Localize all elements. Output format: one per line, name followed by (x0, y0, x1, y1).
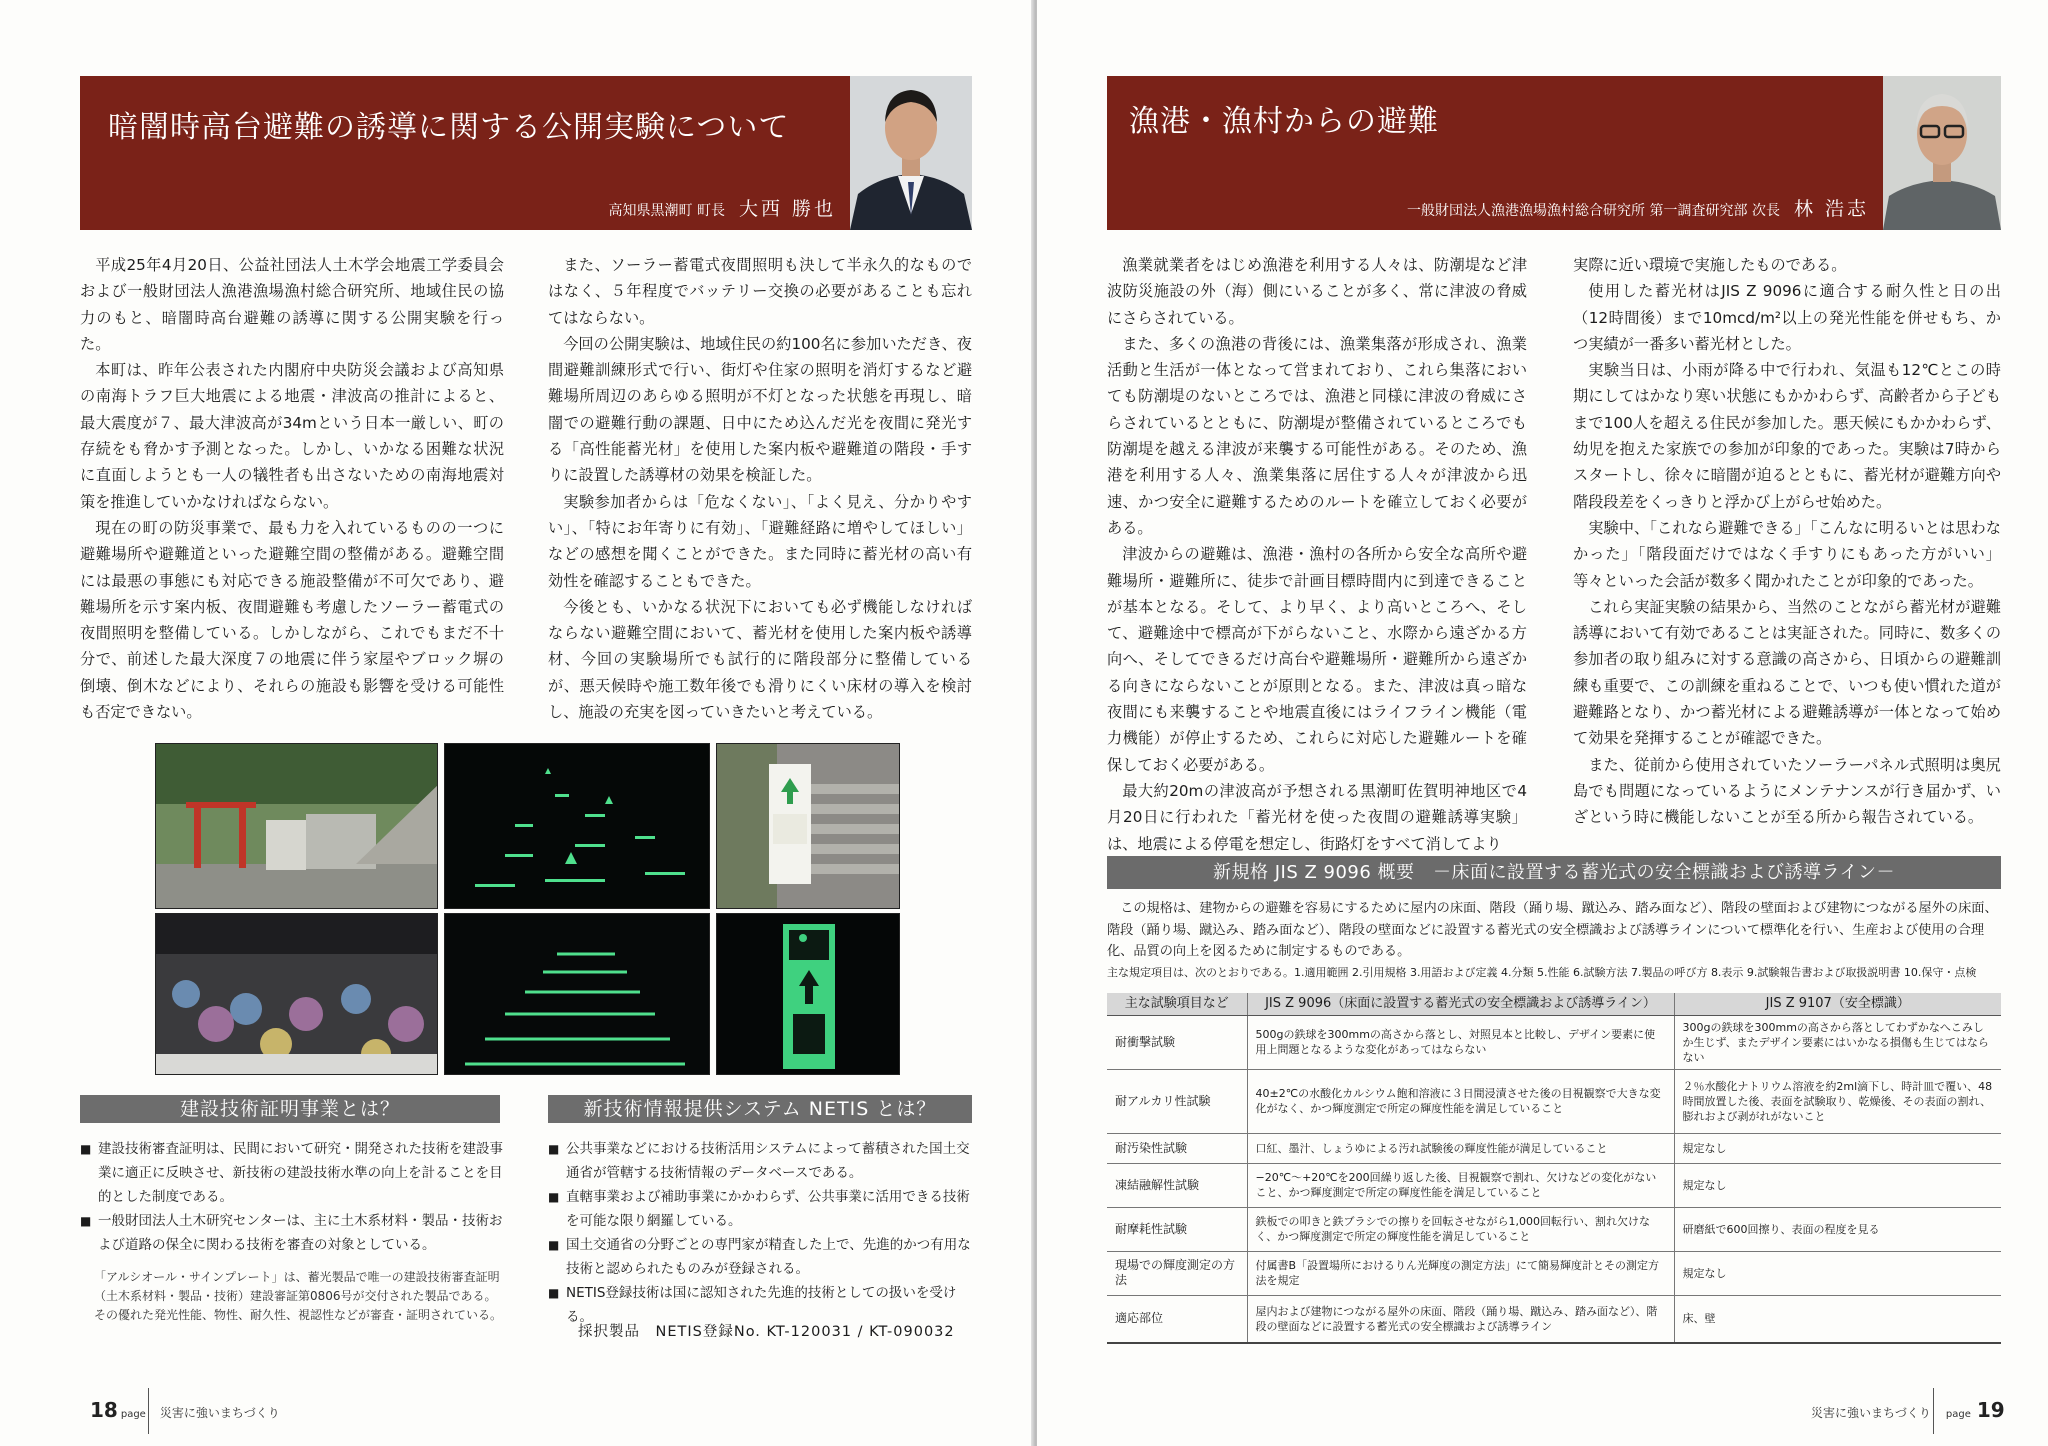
paragraph: 津波からの避難は、漁港・漁村の各所から安全な高所や避難場所・避難所に、徒歩で計画目標時間内に到達できることが基本となる。そして、より早く、より高いところへ、そして、避難途中で標高が下がらないこと、水際から遠ざかる方向へ、そしてできるだけ高台や避難場所・避難所から遠ざかる向きにならないことが原則となる。また、津波は真っ暗な夜間にも来襲することや地震直後にはライフライン機能（電力機能）が停止するため、これらに対応した避難ルートを確保しておく必要がある。 (1107, 545, 1527, 774)
jis-standard-items: 主な規定項目は、次のとおりである。1.適用範囲 2.引用規格 3.用語および定義 4.分類 5.性能 6.試験方法 7.製品の呼び方 8.表示 9.試験報告書および取扱説明書 10.保守・点検 (1107, 966, 1977, 979)
paragraph: また、ソーラー蓄電式夜間照明も決して半永久的なものではなく、５年程度でバッテリー交換の必要があることも忘れてはならない。 (548, 256, 972, 327)
table-row (1107, 1163, 2001, 1207)
paragraph: 漁業就業者をはじめ漁港を利用する人々は、防潮堤など津波防災施設の外（海）側にいることが多く、常に津波の脅威にさらされている。 (1107, 256, 1527, 327)
paragraph: 本町は、昨年公表された内閣府中央防災会議および高知県の南海トラフ巨大地震による地震・津波高の推計によると、最大震度が７、最大津波高が34mという日本一厳しい、町の存続をも脅かす予測となった。しかし、いかなる困難な状況に直面しようとも一人の犠牲者も出さないための南海地震対策を推進していかなければならない。 (80, 361, 504, 511)
list-item: ■ 直轄事業および補助事業にかかわらず、公共事業に活用できる技術を可能な限り網羅している。 (548, 1185, 976, 1233)
table-row (1107, 1133, 2001, 1163)
paragraph: 実験参加者からは「危なくない」、「よく見え、分かりやすい」、「特にお年寄りに有効」、「避難経路に増やしてほしい」などの感想を聞くことができた。また同時に蓄光材の高い有効性を確認することもできた。 (548, 492, 972, 590)
photo-residents-gathering (155, 913, 438, 1075)
table-cell: 規定なし (1674, 1133, 2001, 1163)
list-item: ■ 国土交通省の分野ごとの専門家が精査した上で、先進的かつ有用な技術と認められたものみが登録される。 (548, 1233, 976, 1281)
table-cell: −20℃～+20℃を200回繰り返した後、目視観察で割れ、欠けなどの変化がないこと、かつ輝度測定で所定の輝度性能を満足していること (1247, 1163, 1674, 1207)
list-item: ■ 建設技術審査証明は、民間において研究・開発された技術を建設事業に適正に反映させ、新技術の建設技術水準の向上を計ることを目的とした制度である。 (80, 1137, 504, 1209)
footer-left (90, 1398, 280, 1422)
page-number-right: 19 (1976, 1398, 2005, 1422)
jis-comparison-table (1107, 993, 2001, 1344)
table-row (1107, 1207, 2001, 1251)
paragraph: 今後とも、いかなる状況下においても必ず機能しなければならない避難空間において、蓄光材を使用した案内板や誘導材、今回の実験場所でも試行的に階段部分に整備しているが、悪天候時や施工数年後でも滑りにくい床材の導入を検討し、施設の充実を図っていきたいと考えている。 (548, 597, 972, 722)
netis-product-number: 採択製品 NETIS登録No. KT-120031 / KT-090032 (578, 1324, 955, 1340)
paragraph: また、多くの漁港の背後には、漁業集落が形成され、漁業活動と生活が一体となって営まれており、これら集落においても防潮堤のないところでは、漁港と同様に津波の脅威にさらされているとともに、防潮堤が整備されているところでも防潮堤を越える津波が来襲する可能性がある。そのため、漁港を利用する人々、漁業集落に居住する人々が津波から迅速、かつ安全に避難するためのルートを確立しておく必要がある。 (1107, 334, 1527, 537)
paragraph: この規格は、建物からの避難を容易にするために屋内の床面、階段（踊り場、蹴込み、踏み面など）、階段の壁面および建物につながる屋外の床面、階段（踊り場、蹴込み、踏み面など）、階段の壁面などに設置する蓄光式の安全標識および誘導ラインについて標準化を行い、生産および使用の合理化、品質の向上を図るために制定するものである。 (1107, 901, 1998, 959)
photo-night-glowing-stairs (444, 913, 710, 1075)
table-cell-test-item: 耐摩耗性試験 (1107, 1207, 1247, 1251)
paragraph: 使用した蓄光材はJIS Z 9096に適合する耐久性と日の出（12時間後）まで10mcd/m²以上の発光性能を併せもち、かつ実績が一番多い蓄光材とした。 (1573, 282, 2001, 353)
table-cell: 床、壁 (1674, 1295, 2001, 1343)
article-title-left: 暗闇時高台避難の誘導に関する公開実験について (108, 110, 790, 145)
paragraph: 最大約20mの津波高が予想される黒潮町佐賀明神地区で4月20日に行われた「蓄光材を使った夜間の避難誘導実験」は、地震による停電を想定し、街路灯をすべて消してより (1107, 781, 1527, 853)
product-certification-note: 「アルシオール・サインプレート」は、蓄光製品で唯一の建設技術審査証明（土木系材料・製品・技術）建設審証第0806号が交付された製品である。その優れた発光性能、物性、耐久性、視認性などが審査・証明されている。 (94, 1270, 503, 1322)
footer-divider-left (148, 1388, 149, 1434)
byline-org-left: 高知県黒潮町 町長 (608, 203, 725, 219)
table-cell: 付属書B「設置場所におけるりん光輝度の測定方法」にて簡易輝度計とその測定方法を規定 (1247, 1251, 1674, 1295)
author-portrait-left (850, 76, 972, 230)
author-portrait-right (1883, 76, 2001, 230)
table-header: 主な試験項目など (1107, 993, 1247, 1015)
jis-standard-heading: 新規格 JIS Z 9096 概要 －床面に設置する蓄光式の安全標識および誘導ライン－ (1107, 856, 2001, 889)
byline-left (609, 194, 837, 221)
paragraph: 実験当日は、小雨が降る中で行われ、気温も12℃とこの時期にしてはかなり寒い状態にもかかわらず、高齢者から子どもまで100人を超える住民が参加した。悪天候にもかかわらず、幼児を抱えた家族での参加が印象的であった。実験は7時からスタートし、徐々に暗闇が迫るとともに、蓄光材が避難方向や階段段差をくっきりと浮かび上がらせ始めた。 (1573, 361, 2001, 511)
list-item: ■ 公共事業などにおける技術活用システムによって蓄積された国土交通省が管轄する技術情報のデータベースである。 (548, 1137, 976, 1185)
table-header: JIS Z 9096（床面に設置する蓄光式の安全標識および誘導ライン） (1247, 993, 1674, 1015)
table-cell: 規定なし (1674, 1251, 2001, 1295)
table-row (1107, 1069, 2001, 1133)
table-cell: 300gの鉄球を300mmの高さから落としてわずかなへこみしか生じず、またデザイン要素にはいかなる損傷も生じてはならない (1674, 1015, 2001, 1069)
article-column-1-left (80, 252, 504, 725)
table-row (1107, 1295, 2001, 1343)
list-item: ■ 一般財団法人土木研究センターは、主に土木系材料・製品・技術および道路の保全に関わる技術を審査の対象としている。 (80, 1209, 504, 1257)
magazine-title-left: 災害に強いまちづくり (159, 1406, 280, 1420)
photo-night-glowing-path (444, 743, 710, 909)
paragraph: また、従前から使用されていたソーラーパネル式照明は奥尻島でも問題になっているようにメンテナンスが行き届かず、いざという時に機能しないことが至る所から報告されている。 (1573, 755, 2001, 827)
page-number-left: 18 (90, 1398, 118, 1422)
byline-org-right: 一般財団法人漁港漁場漁村総合研究所 第一調査研究部 次長 (1407, 203, 1780, 219)
paragraph: 現在の町の防災事業で、最も力を入れているものの一つに避難場所や避難道といった避難空間の整備がある。避難空間には最悪の事態にも対応できる施設整備が不可欠であり、避難場所を示す案内板、夜間避難も考慮したソーラー蓄電式の夜間照明を整備している。しかしながら、これでもまだ不十分で、前述した最大深度７の地震に伴う家屋やブロック塀の倒壊、倒木などにより、それらの施設も影響を受ける可能性も否定できない。 (80, 518, 505, 722)
table-cell: 40±2℃の水酸化カルシウム飽和溶液に３日間浸漬させた後の目視観察で大きな変化がなく、かつ輝度測定で所定の輝度性能を満足していること (1247, 1069, 1674, 1133)
paragraph: 今回の公開実験は、地域住民の約100名に参加いただき、夜間避難訓練形式で行い、街灯や住家の照明を消灯するなど避難場所周辺のあらゆる照明が不灯となった状態を再現し、暗闇での避難行動の課題、日中にため込んだ光を夜間に発光する「高性能蓄光材」を使用した案内板や避難道の階段・手すりに設置した誘導材の効果を検証した。 (548, 334, 973, 485)
byline-right (1407, 194, 1869, 221)
table-cell: ２％水酸化ナトリウム溶液を約2ml滴下し、時計皿で覆い、48時間放置した後、表面を試験取り、乾燥後、その表面の割れ、膨れおよび剥がれがないこと (1674, 1069, 2001, 1133)
list-item: ■ NETIS登録技術は国に認知された先進的技術としての扱いを受ける。 (548, 1281, 976, 1329)
table-cell-test-item: 耐アルカリ性試験 (1107, 1069, 1247, 1133)
section-heading-construction-tech-certification: 建設技術証明事業とは？ (80, 1095, 500, 1123)
byline-name-right: 林 浩志 (1793, 198, 1869, 220)
paragraph: 実験中、「これなら避難できる」「こんなに明るいとは思わなかった」「階段面だけではなく手すりにもあった方がいい」等々といった会話が数多く聞かれたことが印象的であった。 (1573, 518, 2001, 590)
jis-standard-intro (1107, 898, 2001, 963)
table-cell: 研磨紙で600回擦り、表面の程度を見る (1674, 1207, 2001, 1251)
footer-right (1811, 1398, 2005, 1422)
article-title-bar-left (80, 76, 850, 230)
photo-stairs-with-sign (716, 743, 900, 909)
table-cell-test-item: 凍結融解性試験 (1107, 1163, 1247, 1207)
article-column-2-left (548, 252, 972, 725)
article-column-2-right (1573, 252, 2001, 831)
table-row (1107, 1015, 2001, 1069)
table-cell: 500gの鉄球を300mmの高さから落とし、対照見本と比較し、デザイン要素に使用上問題となるような変化があってはならない (1247, 1015, 1674, 1069)
section-heading-netis: 新技術情報提供システム NETIS とは？ (548, 1095, 972, 1123)
table-cell: 鉄板での叩きと鉄ブラシでの擦りを回転させながら1,000回転行い、割れ欠けなく、かつ輝度測定で所定の輝度性能を満足していること (1247, 1207, 1674, 1251)
paragraph: これら実証実験の結果から、当然のことながら蓄光材が避難誘導において有効であることは実証された。同時に、数多くの参加者の取り組みに対する意識の高さから、日頃からの避難訓練も重要で、この訓練を重ねることで、いつも使い慣れた道が避難路となり、かつ蓄光材による避難誘導が一体となって始めて効果を発揮することが確認できた。 (1573, 597, 2001, 748)
table-cell-test-item: 耐汚染性試験 (1107, 1133, 1247, 1163)
table-cell: 屋内および建物につながる屋外の床面、階段（踊り場、蹴込み、踏み面など）、階段の壁面などに設置する蓄光式の安全標識および誘導ライン (1247, 1295, 1674, 1343)
table-cell: 口紅、墨汁、しょうゆによる汚れ試験後の輝度性能が満足していること (1247, 1133, 1674, 1163)
table-header-row (1107, 993, 2001, 1015)
article-title-bar-right (1107, 76, 1883, 230)
article-column-1-right (1107, 252, 1527, 857)
bullet-list-construction-tech (80, 1137, 504, 1257)
page-label: page (120, 1409, 146, 1420)
table-header: JIS Z 9107（安全標識） (1674, 993, 2001, 1015)
table-cell-test-item: 耐衝撃試験 (1107, 1015, 1247, 1069)
photo-shrine-stairs-daytime (155, 743, 438, 909)
photo-glowing-evacuation-sign (716, 913, 900, 1075)
magazine-title-right: 災害に強いまちづくり (1811, 1406, 1931, 1420)
paragraph: 平成25年4月20日、公益社団法人土木学会地震工学委員会および一般財団法人漁港漁場漁村総合研究所、地域住民の協力のもと、暗闇時高台避難の誘導に関する公開実験を行った。 (80, 256, 504, 353)
footer-divider-right (1933, 1388, 1934, 1434)
article-title-right: 漁港・漁村からの避難 (1129, 104, 1439, 139)
paragraph: 実際に近い環境で実施したものである。 (1573, 256, 1847, 274)
table-cell-test-item: 適応部位 (1107, 1295, 1247, 1343)
byline-name-left: 大西 勝也 (738, 198, 836, 220)
table-cell: 規定なし (1674, 1163, 2001, 1207)
table-cell-test-item: 現場での輝度測定の方法 (1107, 1251, 1247, 1295)
bullet-list-netis (548, 1137, 976, 1329)
table-row (1107, 1251, 2001, 1295)
page-label: page (1945, 1409, 1971, 1420)
